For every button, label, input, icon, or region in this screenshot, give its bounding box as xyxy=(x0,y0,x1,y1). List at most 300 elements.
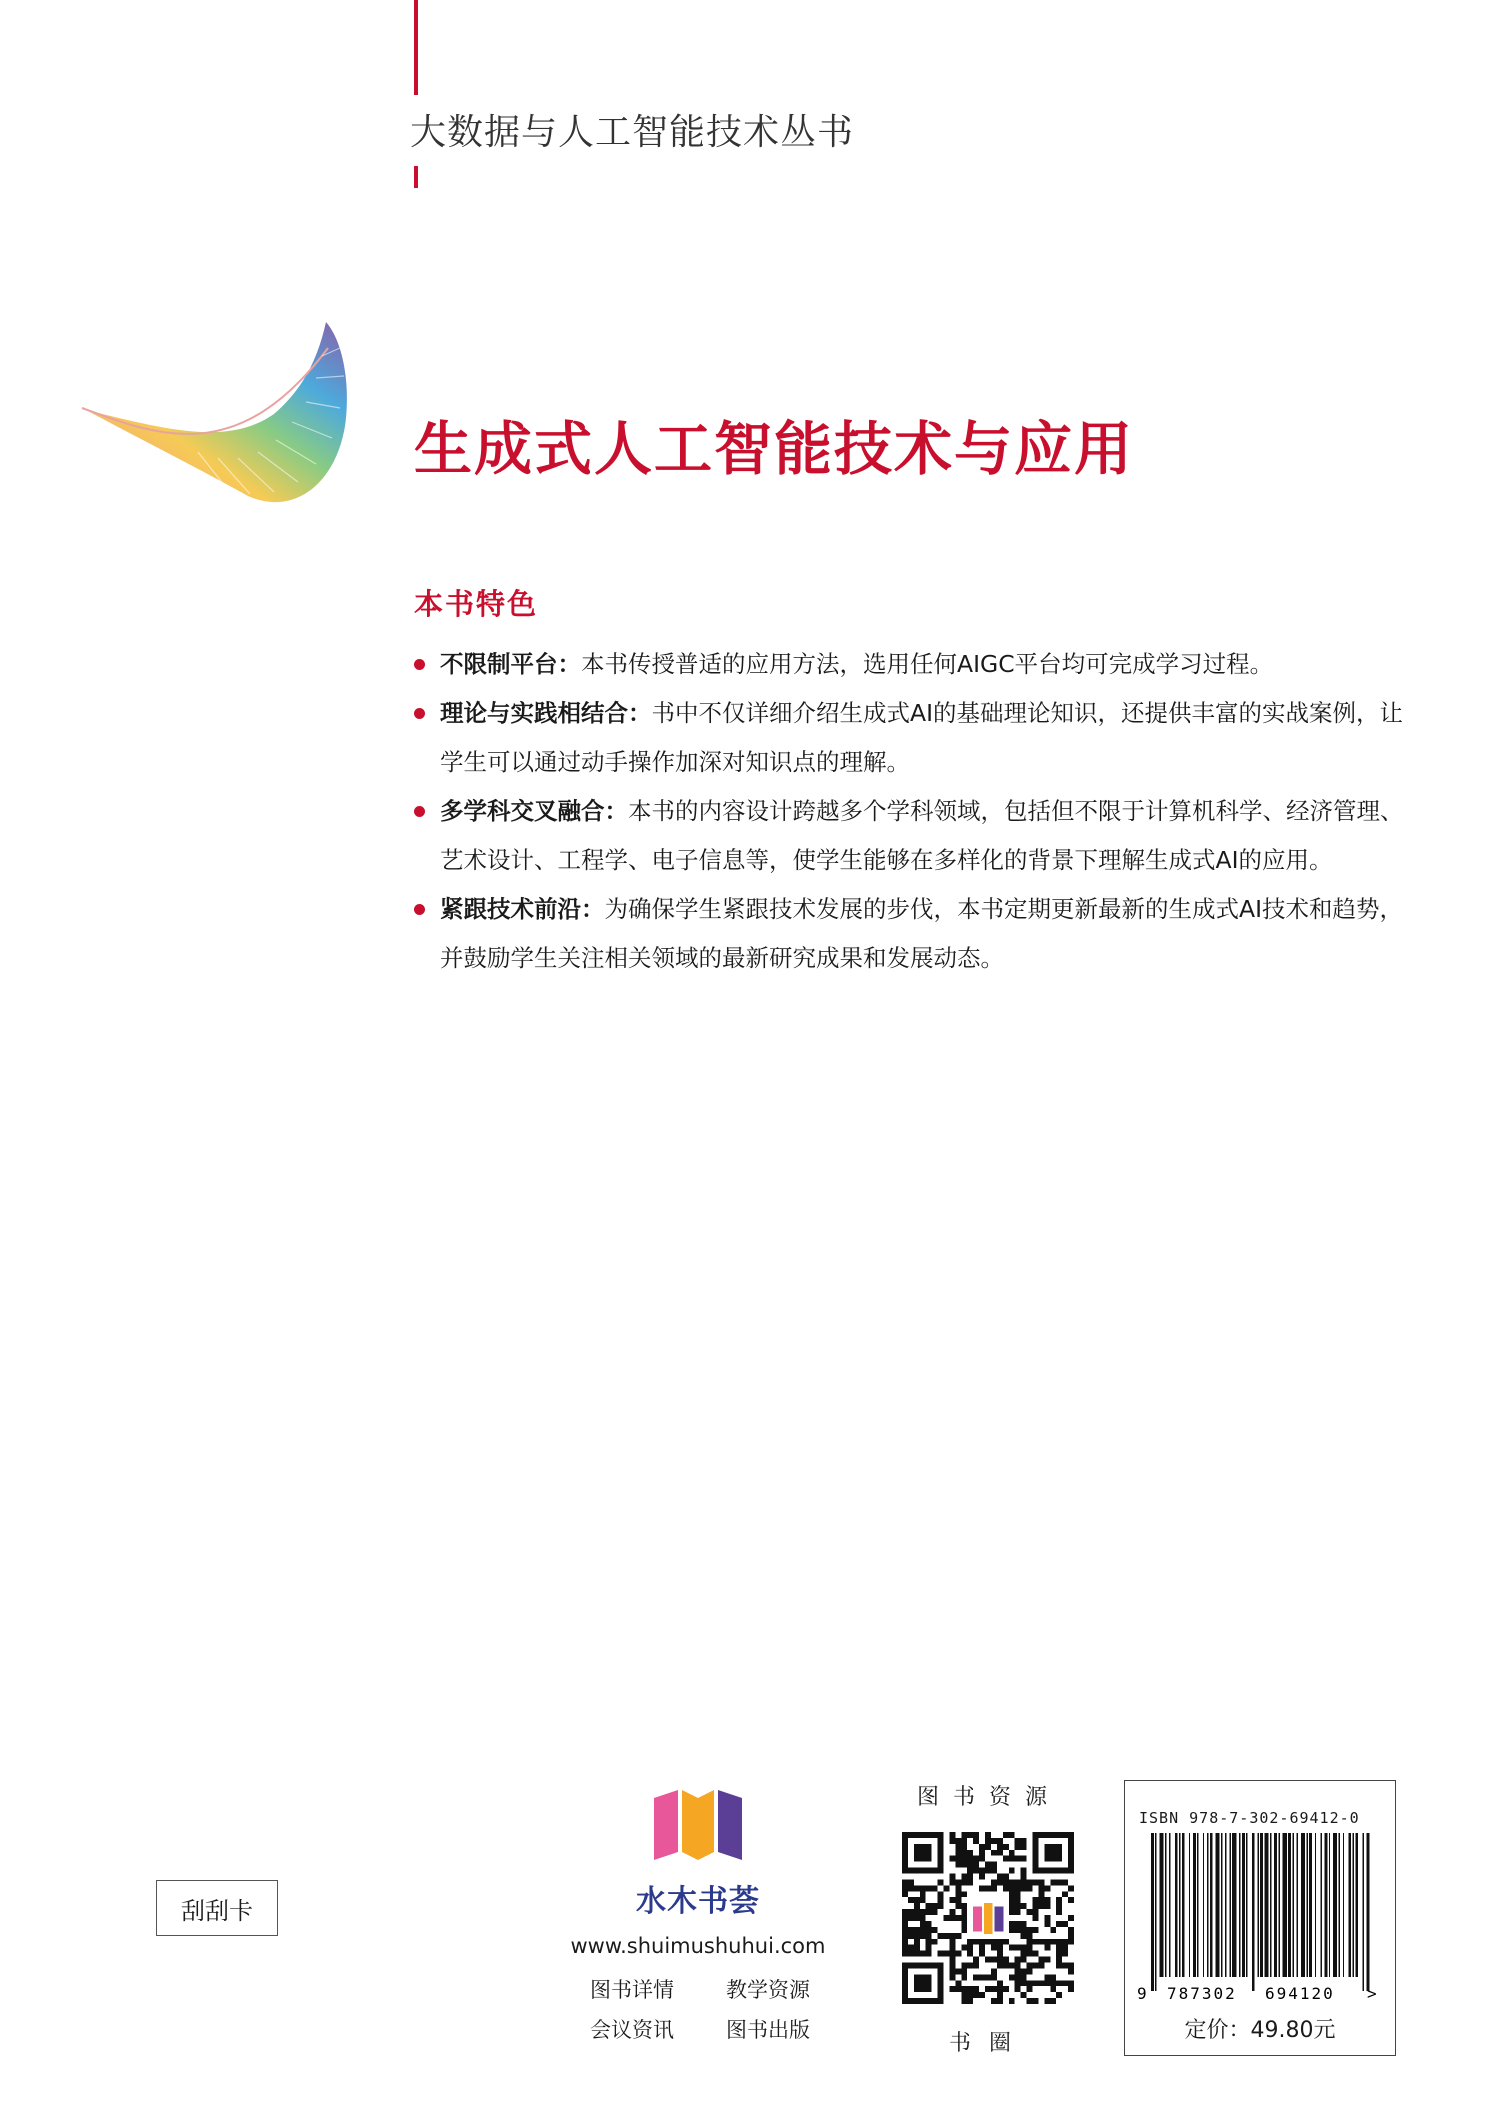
qr-module xyxy=(997,1850,1003,1856)
qr-module xyxy=(908,1915,914,1921)
qr-module xyxy=(973,1838,979,1844)
qr-module xyxy=(949,1939,955,1945)
qr-module xyxy=(979,1850,985,1856)
qr-module xyxy=(1068,1962,1074,1968)
qr-module xyxy=(997,1939,1003,1945)
qr-module xyxy=(949,1974,955,1980)
qr-module xyxy=(1027,1951,1033,1957)
barcode-bar xyxy=(1329,1833,1330,1977)
qr-module xyxy=(979,1868,985,1874)
qr-module xyxy=(1009,1868,1015,1874)
qr-module xyxy=(985,1939,991,1945)
qr-module xyxy=(985,1868,991,1874)
qr-module xyxy=(902,1939,908,1945)
qr-module xyxy=(920,1915,926,1921)
qr-module xyxy=(955,1968,961,1974)
qr-module xyxy=(944,1951,950,1957)
qr-module xyxy=(997,1998,1003,2004)
qr-module xyxy=(967,1986,973,1992)
qr-module xyxy=(1027,1927,1033,1933)
qr-module xyxy=(1015,1879,1021,1885)
qr-module xyxy=(902,1933,908,1939)
qr-module xyxy=(914,1909,920,1915)
qr-module xyxy=(997,1992,1003,1998)
qr-module xyxy=(926,1921,932,1927)
barcode-bar xyxy=(1315,1833,1316,1977)
publisher-links-row xyxy=(590,2010,810,2050)
isbn-text: ISBN 978-7-302-69412-0 xyxy=(1139,1809,1360,1827)
qr-module xyxy=(985,1957,991,1963)
qr-module xyxy=(1050,1939,1056,1945)
barcode-bar xyxy=(1288,1833,1291,1977)
qr-module xyxy=(1056,1992,1062,1998)
qr-module xyxy=(967,1992,973,1998)
qr-module xyxy=(955,1838,961,1844)
qr-module xyxy=(1062,1962,1068,1968)
qr-module xyxy=(973,1868,979,1874)
qr-module xyxy=(973,1907,982,1932)
qr-module xyxy=(1032,1879,1038,1885)
qr-module xyxy=(914,1915,920,1921)
qr-module xyxy=(955,1915,961,1921)
barcode-bar xyxy=(1193,1833,1196,1977)
qr-module xyxy=(1062,1939,1068,1945)
qr-module xyxy=(1050,1974,1056,1980)
qr-module xyxy=(1068,1915,1074,1921)
qr-module xyxy=(997,1980,1003,1986)
qr-module xyxy=(1015,1980,1021,1986)
qr-module xyxy=(932,1909,938,1915)
qr-module xyxy=(955,1862,961,1868)
qr-module xyxy=(902,1921,908,1927)
feature-head: 不限制平台： xyxy=(440,650,581,678)
qr-module xyxy=(1068,1980,1074,1986)
qr-module xyxy=(1021,1968,1027,1974)
qr-module xyxy=(1027,1962,1033,1968)
qr-code-icon xyxy=(902,1832,1074,2004)
qr-module xyxy=(949,1957,955,1963)
qr-module xyxy=(1032,1951,1038,1957)
qr-module xyxy=(1056,1879,1062,1885)
red-divider-bottom xyxy=(414,166,418,188)
qr-module xyxy=(955,1903,961,1909)
qr-module xyxy=(926,1933,932,1939)
qr-module xyxy=(967,1962,973,1968)
qr-module xyxy=(1003,1962,1009,1968)
qr-module xyxy=(938,1903,944,1909)
qr-module xyxy=(961,1986,967,1992)
qr-module xyxy=(1044,1957,1050,1963)
qr-module xyxy=(908,1885,914,1891)
qr-module xyxy=(1027,1980,1033,1986)
qr-module xyxy=(1003,1832,1009,1838)
qr-module xyxy=(1044,1915,1050,1921)
qr-module xyxy=(926,1903,932,1909)
qr-module xyxy=(985,1838,991,1844)
qr-module xyxy=(1050,1879,1056,1885)
qr-module xyxy=(979,1844,985,1850)
qr-module xyxy=(1003,1879,1009,1885)
qr-module xyxy=(1027,1945,1033,1951)
qr-module xyxy=(967,1856,973,1862)
qr-module xyxy=(1021,1838,1027,1844)
qr-module xyxy=(1050,1986,1056,1992)
qr-module xyxy=(961,1921,967,1927)
qr-module xyxy=(1015,1885,1021,1891)
qr-module xyxy=(1050,1927,1056,1933)
qr-module xyxy=(949,1832,955,1838)
qr-module xyxy=(973,1974,979,1980)
qr-module xyxy=(961,1879,967,1885)
qr-module xyxy=(1009,1856,1015,1862)
qr-module xyxy=(1009,1945,1015,1951)
qr-module xyxy=(991,1862,997,1868)
qr-module xyxy=(938,1933,944,1939)
qr-module xyxy=(1027,1933,1033,1939)
qr-module xyxy=(955,1891,961,1897)
qr-module xyxy=(985,1862,991,1868)
qr-module xyxy=(926,1909,932,1915)
qr-module xyxy=(1003,1844,1009,1850)
qr-module xyxy=(932,1939,938,1945)
barcode-bar xyxy=(1232,1833,1236,1977)
barcode-bar xyxy=(1306,1833,1307,1977)
qr-module xyxy=(991,1838,997,1844)
qr-module xyxy=(973,1862,979,1868)
qr-module xyxy=(1015,1986,1021,1992)
qr-module xyxy=(997,1957,1003,1963)
barcode-digit: 787302 xyxy=(1167,1984,1237,2003)
qr-module xyxy=(979,1951,985,1957)
qr-module xyxy=(1032,1980,1038,1986)
qr-module xyxy=(1038,1885,1044,1891)
qr-module xyxy=(961,1998,967,2004)
qr-module xyxy=(1044,1980,1050,1986)
qr-module xyxy=(991,1850,997,1856)
qr-module xyxy=(1021,1856,1027,1862)
qr-module xyxy=(914,1844,932,1862)
qr-module xyxy=(949,1838,955,1844)
qr-module xyxy=(1009,1891,1015,1897)
qr-module xyxy=(961,1927,967,1933)
qr-module xyxy=(1032,1962,1038,1968)
qr-module xyxy=(949,1933,955,1939)
qr-module xyxy=(932,1903,938,1909)
qr-module xyxy=(1062,1891,1068,1897)
qr-module xyxy=(1021,1957,1027,1963)
qr-module xyxy=(1056,1962,1062,1968)
qr-module xyxy=(949,1951,955,1957)
qr-module xyxy=(949,1945,955,1951)
qr-module xyxy=(961,1903,967,1909)
qr-module xyxy=(967,1868,973,1874)
qr-module xyxy=(955,1986,961,1992)
qr-module xyxy=(1009,1903,1015,1909)
qr-module xyxy=(967,1945,973,1951)
qr-module xyxy=(997,1986,1003,1992)
qr-module xyxy=(979,1874,985,1880)
qr-module xyxy=(991,1968,997,1974)
qr-module xyxy=(914,1903,920,1909)
qr-module xyxy=(1009,1897,1015,1903)
barcode-digit: 694120 xyxy=(1265,1984,1335,2003)
qr-module xyxy=(955,1856,961,1862)
qr-module xyxy=(1009,1850,1015,1856)
qr-module xyxy=(902,1885,908,1891)
barcode-bar xyxy=(1210,1833,1213,1977)
qr-module xyxy=(1044,1921,1050,1927)
qr-module xyxy=(1021,1885,1027,1891)
qr-module xyxy=(914,1927,920,1933)
qr-module xyxy=(1027,1998,1033,2004)
barcode-bar xyxy=(1292,1833,1293,1977)
qr-module xyxy=(1032,1897,1038,1903)
barcode-bar xyxy=(1301,1833,1305,1977)
qr-module xyxy=(914,1945,920,1951)
qr-module xyxy=(949,1874,955,1880)
link-teaching-resources: 教学资源 xyxy=(726,1978,810,2002)
qr-module xyxy=(985,1974,991,1980)
qr-module xyxy=(1003,1939,1009,1945)
qr-module xyxy=(908,1933,914,1939)
qr-module xyxy=(1056,1903,1062,1909)
qr-module xyxy=(1056,1909,1062,1915)
qr-module xyxy=(1044,1945,1050,1951)
qr-module xyxy=(1032,1998,1038,2004)
qr-module xyxy=(920,1891,926,1897)
qr-module xyxy=(1027,1968,1033,1974)
qr-module xyxy=(926,1939,932,1945)
barcode-bar xyxy=(1221,1833,1222,1977)
qr-module xyxy=(995,1907,1004,1932)
qr-module xyxy=(1021,1974,1027,1980)
qr-module xyxy=(955,1885,961,1891)
qr-module xyxy=(1032,1939,1038,1945)
feature-item xyxy=(414,689,1404,787)
feature-head: 多学科交叉融合： xyxy=(440,797,628,825)
qr-module xyxy=(1027,1986,1033,1992)
qr-module xyxy=(902,1909,908,1915)
qr-module xyxy=(1021,1844,1027,1850)
qr-module xyxy=(1021,1874,1027,1880)
feature-text: 书中不仅详细介绍生成式AI的基础理论知识，还提供丰富的实战案例，让学生可以通过动手操作加深对知识点的理解。 xyxy=(440,699,1404,776)
qr-module xyxy=(984,1903,993,1934)
qr-module xyxy=(961,1856,967,1862)
qr-module xyxy=(1027,1939,1033,1945)
qr-module xyxy=(1032,1915,1038,1921)
qr-module xyxy=(949,1915,955,1921)
qr-module xyxy=(1003,1885,1009,1891)
qr-module xyxy=(1015,1968,1021,1974)
barcode-bar xyxy=(1325,1833,1328,1977)
feature-text: 本书的内容设计跨越多个学科领域，包括但不限于计算机科学、经济管理、艺术设计、工程学、电子信息等，使学生能够在多样化的背景下理解生成式AI的应用。 xyxy=(440,797,1404,874)
qr-module xyxy=(944,1933,950,1939)
qr-module xyxy=(961,1891,967,1897)
qr-module xyxy=(926,1927,932,1933)
qr-module xyxy=(908,1909,914,1915)
qr-module xyxy=(997,1962,1003,1968)
qr-module xyxy=(949,1962,955,1968)
qr-module xyxy=(1068,1986,1074,1992)
qr-module xyxy=(961,1968,967,1974)
qr-module xyxy=(973,1939,979,1945)
barcode-icon xyxy=(1137,1833,1383,2003)
barcode-digit: > xyxy=(1367,1984,1377,2003)
qr-module xyxy=(1021,1868,1027,1874)
qr-module xyxy=(1021,1992,1027,1998)
qr-module xyxy=(1050,1998,1056,2004)
barcode-bar xyxy=(1182,1833,1185,1977)
qr-module xyxy=(1009,1927,1015,1933)
qr-module xyxy=(1032,1927,1038,1933)
barcode-bar xyxy=(1257,1833,1258,1977)
book-title: 生成式人工智能技术与应用 xyxy=(414,415,1135,483)
qr-module xyxy=(1003,1874,1009,1880)
qr-module xyxy=(961,1992,967,1998)
qr-module xyxy=(1015,1957,1021,1963)
price: 定价：49.80元 xyxy=(1184,2018,1336,2043)
feature-text: 为确保学生紧跟技术发展的步伐，本书定期更新最新的生成式AI技术和趋势，并鼓励学生关注相关领域的最新研究成果和发展动态。 xyxy=(440,895,1404,972)
qr-module xyxy=(920,1909,926,1915)
barcode-bar xyxy=(1165,1833,1166,1977)
qr-module xyxy=(961,1962,967,1968)
qr-module xyxy=(961,1945,967,1951)
qr-module xyxy=(985,1986,991,1992)
qr-module xyxy=(920,1921,926,1927)
qr-module xyxy=(1056,1957,1062,1963)
qr-module xyxy=(1015,1844,1021,1850)
qr-module xyxy=(1021,1927,1027,1933)
qr-module xyxy=(1003,1957,1009,1963)
qr-module xyxy=(1015,1838,1021,1844)
qr-module xyxy=(967,1832,973,1838)
barcode-bar xyxy=(1270,1833,1271,1977)
qr-module xyxy=(979,1856,985,1862)
qr-module xyxy=(1015,1909,1021,1915)
barcode-bar xyxy=(1155,1833,1156,1991)
qr-module xyxy=(991,1868,997,1874)
red-divider-top xyxy=(414,0,418,95)
qr-module xyxy=(1068,1968,1074,1974)
scratch-card-box: 刮刮卡 xyxy=(156,1880,278,1936)
barcode-bar xyxy=(1320,1833,1321,1977)
qr-module xyxy=(1009,1921,1015,1927)
qr-module xyxy=(908,1897,914,1903)
qr-module xyxy=(973,1856,979,1862)
barcode-bar xyxy=(1179,1833,1180,1977)
qr-module xyxy=(979,1885,985,1891)
qr-module xyxy=(955,1879,961,1885)
barcode-bar xyxy=(1260,1833,1263,1977)
qr-module xyxy=(961,1915,967,1921)
qr-module xyxy=(961,1838,967,1844)
qr-module xyxy=(1062,1951,1068,1957)
qr-module xyxy=(949,1986,955,1992)
qr-module xyxy=(997,1879,1003,1885)
barcode-bar xyxy=(1355,1833,1358,1977)
qr-module xyxy=(914,1951,920,1957)
qr-module xyxy=(914,1974,932,1992)
qr-module xyxy=(908,1951,914,1957)
qr-module xyxy=(1068,1939,1074,1945)
qr-module xyxy=(926,1885,932,1891)
qr-module xyxy=(1044,1844,1062,1862)
qr-module xyxy=(1062,1921,1068,1927)
qr-module xyxy=(949,1968,955,1974)
barcode-bar xyxy=(1252,1833,1255,1991)
qr-module xyxy=(955,1844,961,1850)
qr-module xyxy=(973,1962,979,1968)
bullet-icon xyxy=(414,708,425,719)
qr-module xyxy=(961,1874,967,1880)
qr-module xyxy=(920,1885,926,1891)
qr-module xyxy=(920,1951,926,1957)
qr-module xyxy=(1062,1945,1068,1951)
qr-module xyxy=(926,1951,932,1957)
feature-text: 本书传授普适的应用方法，选用任何AIGC平台均可完成学习过程。 xyxy=(581,650,1274,678)
qr-module xyxy=(1009,1879,1015,1885)
barcode-bar xyxy=(1159,1833,1163,1977)
qr-module xyxy=(979,1945,985,1951)
qr-module xyxy=(979,1939,985,1945)
qr-module xyxy=(991,1879,997,1885)
features-heading: 本书特色 xyxy=(414,587,539,621)
qr-module xyxy=(1015,1891,1021,1897)
qr-module xyxy=(920,1927,926,1933)
qr-module xyxy=(1044,1885,1050,1891)
qr-module xyxy=(938,1951,944,1957)
qr-module xyxy=(908,1879,914,1885)
qr-module xyxy=(920,1897,926,1903)
qr-module xyxy=(967,1939,973,1945)
qr-module xyxy=(991,1939,997,1945)
qr-module xyxy=(1056,1921,1062,1927)
barcode-bar xyxy=(1175,1833,1178,1977)
link-conference-news: 会议资讯 xyxy=(590,2018,674,2042)
barcode-bar xyxy=(1297,1833,1298,1977)
qr-module xyxy=(955,1897,961,1903)
qr-module xyxy=(991,1945,997,1951)
qr-module xyxy=(1021,1933,1027,1939)
barcode-bar xyxy=(1343,1833,1344,1977)
qr-module xyxy=(997,1838,1003,1844)
qr-module xyxy=(949,1856,955,1862)
barcode-bar xyxy=(1274,1833,1277,1977)
qr-module xyxy=(1062,1980,1068,1986)
qr-module xyxy=(955,1980,961,1986)
qr-module xyxy=(1003,1986,1009,1992)
qr-module xyxy=(985,1885,991,1891)
qr-module xyxy=(902,1945,908,1951)
qr-module xyxy=(1056,1945,1062,1951)
qr-module xyxy=(1038,1957,1044,1963)
qr-module xyxy=(961,1909,967,1915)
qr-module xyxy=(1044,1974,1050,1980)
qr-module xyxy=(1015,1921,1021,1927)
barcode-bar xyxy=(1215,1833,1219,1977)
qr-module xyxy=(1015,1945,1021,1951)
qr-module xyxy=(944,1915,950,1921)
qr-module xyxy=(1038,1879,1044,1885)
bullet-icon xyxy=(414,659,425,670)
barcode-bar xyxy=(1339,1833,1340,1977)
qr-module xyxy=(938,1897,944,1903)
series-title: 大数据与人工智能技术丛书 xyxy=(410,112,855,153)
qr-module xyxy=(1027,1909,1033,1915)
qr-module xyxy=(985,1844,991,1850)
barcode-bar xyxy=(1333,1833,1337,1977)
qr-module xyxy=(1021,1921,1027,1927)
